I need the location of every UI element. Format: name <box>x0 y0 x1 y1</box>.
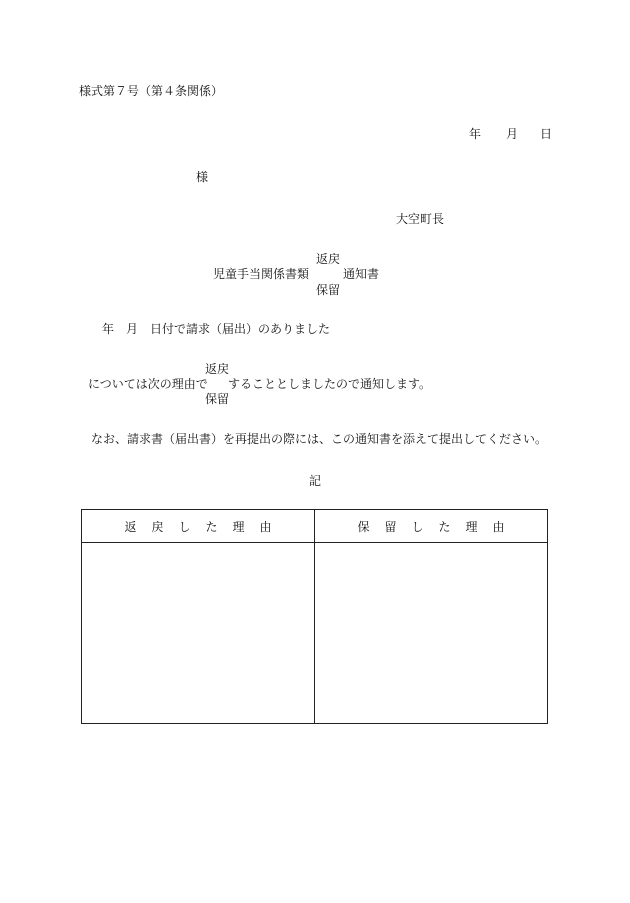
hold-header-char: 保 <box>357 519 370 534</box>
reasons-table <box>81 509 548 724</box>
return-reason-header <box>82 510 315 543</box>
title-option-hold: 保留 <box>316 283 341 297</box>
hold-header-char: 理 <box>465 519 478 534</box>
return-header-char: し <box>178 519 191 534</box>
return-header-char: 返 <box>124 519 137 534</box>
return-header-char: 由 <box>259 519 272 534</box>
hold-header-char: 由 <box>492 519 505 534</box>
resubmission-note: なお、請求書（届出書）を再提出の際には、この通知書を添えて提出してください。 <box>91 432 548 446</box>
request-text: 日付で請求（届出）のありました <box>150 322 331 336</box>
reason-option-return: 返戻 <box>205 362 230 376</box>
date-year: 年 <box>469 127 482 141</box>
reason-prefix: については次の理由で <box>88 377 208 391</box>
hold-reason-cell <box>315 543 548 724</box>
request-month: 月 <box>126 322 139 336</box>
addressee-suffix: 様 <box>196 170 209 184</box>
hold-header-char: し <box>411 519 424 534</box>
date-day: 日 <box>540 127 553 141</box>
return-reason-cell <box>82 543 315 724</box>
return-header-char: た <box>205 519 218 534</box>
date-month: 月 <box>506 127 519 141</box>
form-number: 様式第７号（第４条関係） <box>79 84 224 98</box>
issuer: 大空町長 <box>396 212 445 226</box>
reason-suffix: することとしましたので通知します。 <box>228 377 432 391</box>
request-year: 年 <box>102 322 115 336</box>
hold-header-char: 留 <box>384 519 397 534</box>
reason-option-hold: 保留 <box>205 392 230 406</box>
title-prefix: 児童手当関係書類 <box>213 267 310 281</box>
hold-reason-header <box>315 510 548 543</box>
return-header-char: 理 <box>232 519 245 534</box>
title-suffix: 通知書 <box>343 267 380 281</box>
title-option-return: 返戻 <box>316 252 341 266</box>
hold-header-char: た <box>438 519 451 534</box>
ki-marker: 記 <box>309 474 322 488</box>
return-header-char: 戻 <box>151 519 164 534</box>
